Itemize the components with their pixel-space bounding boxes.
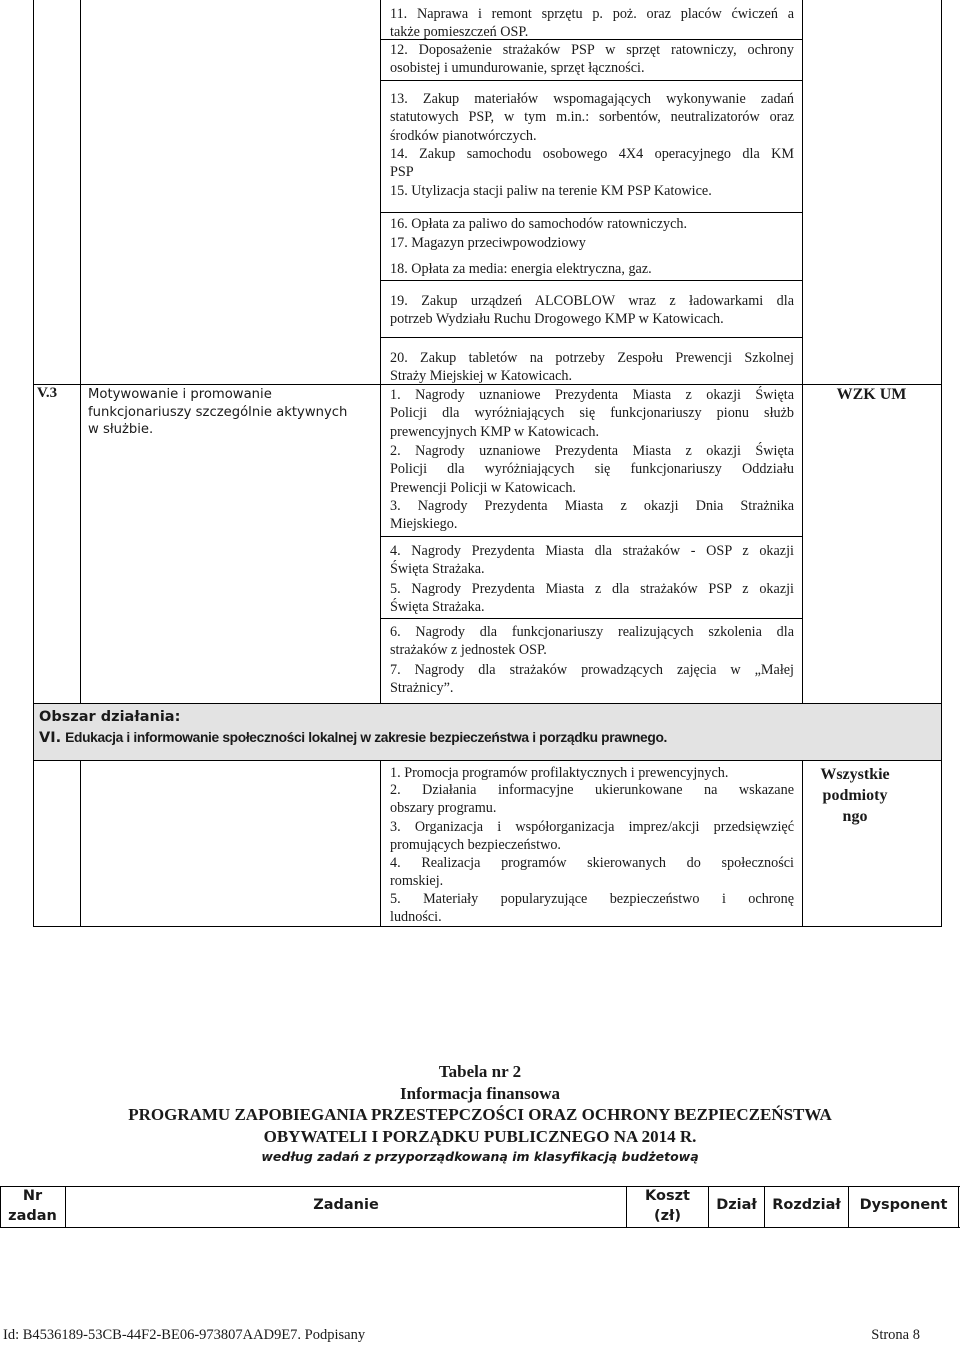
list-item: 6. Nagrody dla funkcjonariuszy realizujących szkolenia dla strażaków z jednostek OSP. — [390, 624, 794, 659]
list-item: 3. Nagrody Prezydenta Miasta z okazji Dnia Strażnika Miejskiego. — [390, 498, 794, 533]
list-item: 20. Zakup tabletów na potrzeby Zespołu Prewencji Szkolnej Straży Miejskiej w Katowicach. — [390, 350, 794, 385]
header-cost: Koszt (zł) — [645, 1188, 690, 1224]
list-item: 2. Działania informacyjne ukierunkowane na wskazane obszary programu. — [390, 782, 794, 817]
heading-table-number: Tabela nr 2 — [438, 1062, 522, 1081]
list-item: 13. Zakup materiałów wspomagających wykonywanie zadań statutowych PSP, w tym m.in.: sorbentów, neutralizatorów oraz środków pianotwórczych. — [390, 91, 794, 144]
list-item: 12. Doposażenie strażaków PSP w sprzęt ratowniczy, ochrony osobistej i umundurowanie, sprzęt łączności. — [390, 42, 794, 77]
list-item: 7. Nagrody dla strażaków prowadzących zajęcia w „Małej Strażnicy”. — [390, 662, 794, 697]
header-manager: Dysponent — [859, 1197, 948, 1213]
row-title: Motywowanie i promowanie funkcjonariuszy szczególnie aktywnych w służbie. — [88, 387, 348, 437]
list-item: 4. Realizacja programów skierowanych do społeczności romskiej. — [390, 855, 794, 890]
page-number: Strona 8 — [871, 1327, 920, 1343]
responsible-unit: Wszystkie podmioty ngo — [820, 766, 890, 825]
header-chapter: Rozdział — [772, 1197, 841, 1213]
header-nr: Nr zadan — [8, 1188, 57, 1224]
heading-program: PROGRAMU ZAPOBIEGANIA PRZESTEPCZOŚCI ORAZ OCHRONY BEZPIECZEŃSTWA — [128, 1105, 832, 1124]
heading-subtitle: Informacja finansowa — [399, 1083, 561, 1103]
document-id: Id: B4536189-53CB-44F2-BE06-973807AAD9E7. Podpisany — [3, 1327, 366, 1343]
area-title-line — [39, 729, 667, 747]
list-item: 11. Naprawa i remont sprzętu p. poż. oraz placów ćwiczeń a także pomieszczeń OSP. — [390, 6, 794, 41]
header-task: Zadanie — [313, 1197, 379, 1213]
list-item: 4. Nagrody Prezydenta Miasta dla strażaków - OSP z okazji Święta Strażaka. — [390, 543, 794, 578]
header-division: Dział — [716, 1197, 757, 1213]
area-title: Edukacja i informowanie społeczności lokalnej w zakresie bezpieczeństwa i porządku prawnego. — [65, 730, 668, 745]
area-number: VI. — [39, 730, 62, 746]
area-label: Obszar działania: — [39, 709, 181, 725]
list-item: 1. Nagrody uznaniowe Prezydenta Miasta z okazji Święta Policji dla wyróżniających się funkcjonariuszy pionu służb prewencyjnych KMP w Katowicach. — [390, 387, 794, 440]
list-item: 1. Promocja programów profilaktycznych i prewencyjnych. — [390, 765, 729, 781]
list-item: 16. Opłata za paliwo do samochodów ratowniczych. — [390, 216, 688, 232]
list-item: 17. Magazyn przeciwpowodziowy — [390, 235, 586, 251]
list-item: 18. Opłata za media: energia elektryczna, gaz. — [390, 261, 652, 277]
heading-note: według zadań z przyporządkowaną im klasyfikacją budżetową — [261, 1149, 699, 1164]
list-item: 2. Nagrody uznaniowe Prezydenta Miasta z okazji Święta Policji dla wyróżniających się funkcjonariuszy Oddziału Prewencji Policji w Katowicach. — [390, 443, 794, 496]
list-item: 19. Zakup urządzeń ALCOBLOW wraz z ładowarkami dla potrzeb Wydziału Ruchu Drogowego KMP w Katowicach. — [390, 293, 794, 328]
list-item: 15. Utylizacja stacji paliw na terenie KM PSP Katowice. — [390, 183, 712, 199]
list-item: 5. Nagrody Prezydenta Miasta z dla strażaków PSP z okazji Święta Strażaka. — [390, 581, 794, 616]
finance-heading — [0, 1061, 960, 1147]
list-item: 5. Materiały popularyzujące bezpieczeństwo i ochronę ludności. — [390, 891, 794, 926]
responsible-unit: WZK UM — [836, 386, 907, 403]
list-item: 14. Zakup samochodu osobowego 4X4 operacyjnego dla KM PSP — [390, 146, 794, 181]
heading-program-cont: OBYWATELI I PORZĄDKU PUBLICZNEGO NA 2014 R. — [263, 1126, 697, 1146]
row-number: V.3 — [37, 385, 58, 401]
list-item: 3. Organizacja i współorganizacja imprez/akcji przedsięwzięć promujących bezpieczeństwo. — [390, 819, 794, 854]
